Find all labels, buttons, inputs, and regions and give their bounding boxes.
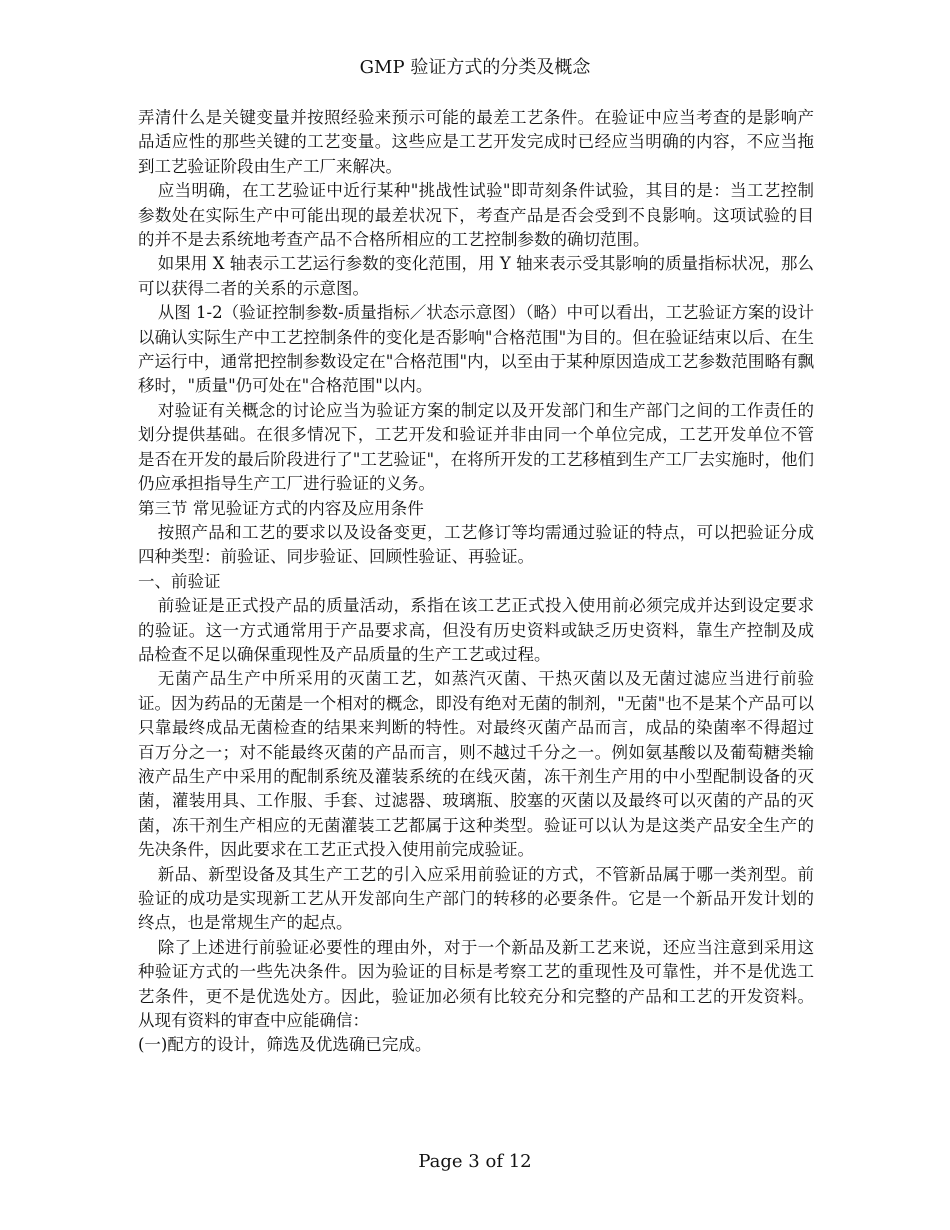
paragraph-figure-1-2: 从图 1-2（验证控制参数-质量指标／状态示意图）（略）中可以看出，工艺验证方案的设计以确认实际生产中工艺控制条件的变化是否影响"合格范围"为目的。但在验证结束以后、在生产运行中，通常把控制参数设定在"合格范围"内，以至由于某种原因造成工艺参数范围略有飘移时，"质量"仍可处在"合格范围"以内。 <box>138 303 814 396</box>
paragraph-concept-discussion: 对验证有关概念的讨论应当为验证方案的制定以及开发部门和生产部门之间的工作责任的划分提供基础。在很多情况下，工艺开发和验证并非由同一个单位完成，工艺开发单位不管是否在开发的最后阶段进行了"工艺验证"，在将所开发的工艺移植到生产工厂去实施时，他们仍应承担指导生产工厂进行验证的义务。 <box>138 400 814 494</box>
paragraph-sterile-products: 无菌产品生产中所采用的灭菌工艺，如蒸汽灭菌、干热灭菌以及无菌过滤应当进行前验证。因为药品的无菌是一个相对的概念，即没有绝对无菌的制剂，"无菌"也不是某个产品可以只靠最终成品无菌检查的结果来判断的特性。对最终灭菌产品而言，成品的染菌率不得超过百万分之一；对不能最终灭菌的产品而言，则不越过千分之一。例如氨基酸以及葡萄糖类输液产品生产中采用的配制系统及灌装系统的在线灭菌，冻干剂生产用的中小型配制设备的灭菌，灌装用具、工作服、手套、过滤器、玻璃瓶、胶塞的灭菌以及最终可以灭菌的产品的灭菌，冻干剂生产相应的无菌灌装工艺都属于这种类型。验证可以认为是这类产品安全生产的先决条件，因此要求在工艺正式投入使用前完成验证。 <box>138 669 814 860</box>
section-heading-3: 第三节 常见验证方式的内容及应用条件 <box>138 498 424 518</box>
page-number: Page 3 of 12 <box>418 1151 532 1172</box>
paragraph-key-variables: 弄清什么是关键变量并按照经验来预示可能的最差工艺条件。在验证中应当考查的是影响产品适应性的那些关键的工艺变量。这些应是工艺开发完成时已经应当明确的内容，不应当拖到工艺验证阶段由生产工厂来解决。 <box>138 108 814 176</box>
paragraph-four-types: 按照产品和工艺的要求以及设备变更，工艺修订等均需通过验证的特点，可以把验证分成四种类型：前验证、同步验证、回顾性验证、再验证。 <box>138 522 814 567</box>
paragraph-new-products: 新品、新型设备及其生产工艺的引入应采用前验证的方式，不管新品属于哪一类剂型。前验证的成功是实现新工艺从开发部向生产部门的转移的必要条件。它是一个新品开发计划的终点，也是常规生产的起点。 <box>138 864 814 933</box>
page-header-title: GMP 验证方式的分类及概念 <box>359 57 591 78</box>
paragraph-xy-axis: 如果用 X 轴表示工艺运行参数的变化范围，用 Y 轴来表示受其影响的质量指标状况，那么可以获得二者的关系的示意图。 <box>138 254 814 298</box>
paragraph-pre-validation-definition: 前验证是正式投产品的质量活动，系指在该工艺正式投入使用前必须完成并达到设定要求的验证。这一方式通常用于产品要求高，但没有历史资料或缺乏历史资料，靠生产控制及成品检查不足以确保重现性及产品质量的生产工艺或过程。 <box>138 596 814 664</box>
paragraph-challenge-test: 应当明确，在工艺验证中近行某种"挑战性试验"即苛刻条件试验，其目的是：当工艺控制参数处在实际生产中可能出现的最差状况下，考查产品是否会受到不良影响。这项试验的目的并不是去系统地考查产品不合格所相应的工艺控制参数的确切范围。 <box>138 181 814 250</box>
paragraph-prerequisites: 除了上述进行前验证必要性的理由外，对于一个新品及新工艺来说，还应当注意到采用这种验证方式的一些先决条件。因为验证的目标是考察工艺的重现性及可靠性，并不是优选工艺条件，更不是优选处方。因此，验证加必须有比较充分和完整的产品和工艺的开发资料。从现有资料的审查中应能确信： <box>138 937 814 1031</box>
list-item-formula-design: (一)配方的设计，筛选及优选确已完成。 <box>138 1035 432 1055</box>
subheading-pre-validation: 一、前验证 <box>138 571 221 591</box>
document-body <box>138 106 814 1058</box>
